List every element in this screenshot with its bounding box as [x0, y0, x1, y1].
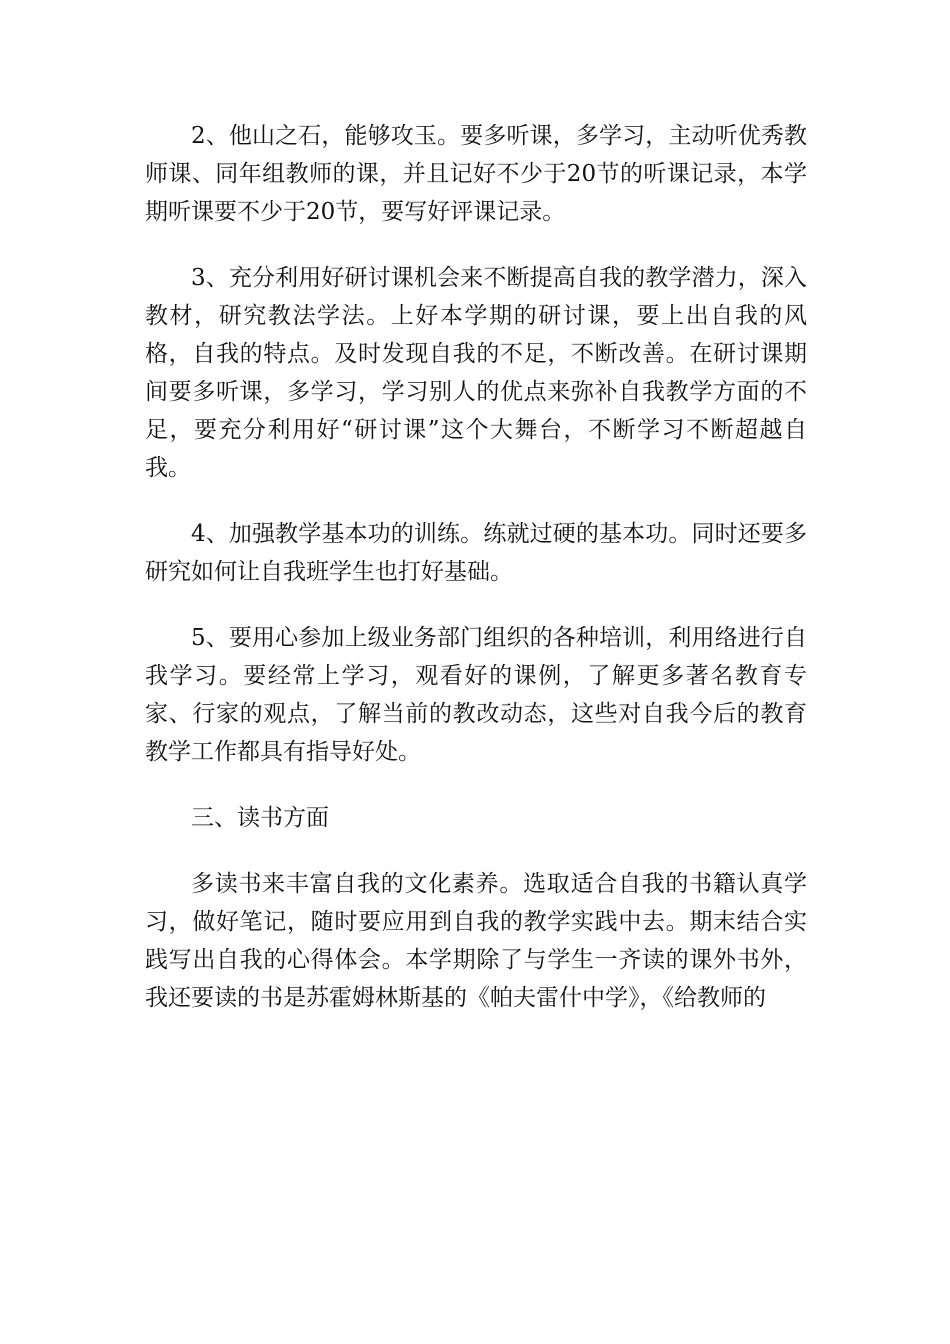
paragraph-item-5: 5、要用心参加上级业务部门组织的各种培训，利用络进行自我学习。要经常上学习，观看好的课例，了解更多著名教育专家、行家的观点，了解当前的教改动态，这些对自我今后的教育教学工作都具有指导好处。	[145, 625, 807, 765]
section-heading-reading: 三、读书方面	[191, 805, 329, 831]
document-page	[145, 117, 807, 1045]
paragraph-item-3: 3、充分利用好研讨课机会来不断提高自我的教学潜力，深入教材，研究教法学法。上好本学期的研讨课，要上出自我的风格，自我的特点。及时发现自我的不足，不断改善。在研讨课期间要多听课，多学习，学习别人的优点来弥补自我教学方面的不足，要充分利用好“研讨课”这个大舞台，不断学习不断超越自我。	[145, 265, 807, 481]
paragraph-item-4: 4、加强教学基本功的训练。练就过硬的基本功。同时还要多研究如何让自我班学生也打好基础。	[145, 521, 807, 585]
paragraph-reading: 多读书来丰富自我的文化素养。选取适合自我的书籍认真学习，做好笔记，随时要应用到自我的教学实践中去。期末结合实践写出自我的心得体会。本学期除了与学生一齐读的课外书外，我还要读的书是苏霍姆林斯基的《帕夫雷什中学》，《给教师的	[145, 871, 807, 1011]
paragraph-item-2: 2、他山之石，能够攻玉。要多听课，多学习，主动听优秀教师课、同年组教师的课，并且记好不少于20节的听课记录，本学期听课要不少于20节，要写好评课记录。	[145, 123, 807, 225]
